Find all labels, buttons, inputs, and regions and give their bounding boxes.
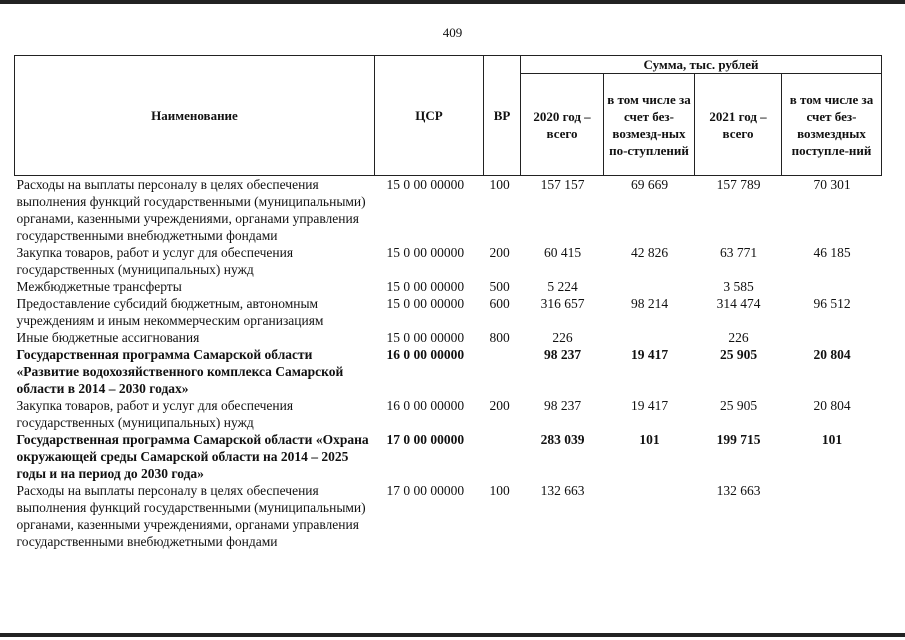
row-2021-total: 314 474	[716, 296, 761, 311]
table-row	[15, 346, 882, 397]
row-2021-free: 101	[821, 432, 843, 447]
row-vr: 800	[489, 330, 510, 345]
row-2021-total: 199 715	[716, 432, 761, 447]
row-2020-free: 42 826	[630, 245, 669, 260]
row-2020-total: 5 224	[547, 279, 578, 294]
row-vr: 600	[489, 296, 510, 311]
row-2021-free	[782, 278, 882, 295]
row-vr: 200	[489, 398, 510, 413]
row-2020-total: 226	[552, 330, 573, 345]
header-2020-total: 2020 год – всего	[521, 74, 604, 176]
row-2021-free	[782, 329, 882, 346]
row-2020-free	[604, 278, 695, 295]
header-name: Наименование	[15, 56, 375, 176]
row-2020-free: 101	[639, 432, 660, 447]
row-2021-free: 20 804	[813, 398, 851, 413]
header-csr: ЦСР	[375, 56, 484, 176]
row-vr: 500	[489, 279, 510, 294]
row-2020-total: 283 039	[540, 432, 585, 447]
row-2020-free	[604, 482, 695, 550]
row-2021-total: 25 905	[719, 398, 758, 413]
row-2021-free: 96 512	[813, 296, 851, 311]
table-row	[15, 431, 882, 482]
row-name: Иные бюджетные ассигнования	[16, 330, 200, 345]
row-csr: 15 0 00 00000	[386, 330, 465, 345]
row-2020-total: 98 237	[543, 398, 582, 413]
row-2020-total: 98 237	[543, 347, 582, 362]
row-2020-total: 60 415	[543, 245, 582, 260]
table-row	[15, 295, 882, 329]
budget-table	[14, 55, 882, 550]
row-vr: 100	[489, 177, 510, 192]
page-number: 409	[442, 25, 463, 40]
row-2020-free: 69 669	[630, 177, 669, 192]
row-csr: 16 0 00 00000	[386, 347, 465, 362]
row-name: Межбюджетные трансферты	[16, 279, 182, 294]
row-2020-free	[604, 329, 695, 346]
header-2021-total: 2021 год – всего	[695, 74, 782, 176]
row-csr: 15 0 00 00000	[386, 177, 465, 192]
row-name: Закупка товаров, работ и услуг для обеспечения государственных (муниципальных) нужд	[16, 245, 294, 277]
row-csr: 15 0 00 00000	[386, 245, 465, 260]
row-2021-total: 63 771	[719, 245, 758, 260]
row-2020-total: 132 663	[540, 483, 585, 498]
row-name: Закупка товаров, работ и услуг для обеспечения государственных (муниципальных) нужд	[16, 398, 294, 430]
row-2021-free	[782, 482, 882, 550]
row-vr: 100	[489, 483, 510, 498]
row-2021-total: 226	[728, 330, 749, 345]
row-2021-total: 157 789	[716, 177, 761, 192]
header-summa: Сумма, тыс. рублей	[521, 56, 882, 74]
table-row	[15, 176, 882, 245]
row-name: Государственная программа Самарской области «Охрана окружающей среды Самарской области на 2014 – 2025 годы и на период до 2030 года»	[16, 432, 369, 481]
row-2020-free: 98 214	[630, 296, 669, 311]
header-vr: ВР	[484, 56, 521, 176]
row-name: Государственная программа Самарской области «Развитие водохозяйственного комплекса Самарской области в 2014 – 2030 годах»	[16, 347, 344, 396]
row-2020-total: 157 157	[540, 177, 585, 192]
header-2020-free: в том числе за счет без-возмезд-ных по-ступлений	[604, 74, 695, 176]
row-vr	[484, 431, 521, 482]
row-name: Предоставление субсидий бюджетным, автономным учреждениям и иным некоммерческим организациям	[16, 296, 324, 328]
row-csr: 17 0 00 00000	[386, 483, 465, 498]
top-rule	[0, 0, 905, 4]
table-row	[15, 482, 882, 550]
table-row	[15, 244, 882, 278]
row-csr: 16 0 00 00000	[386, 398, 465, 413]
header-2021-free: в том числе за счет без-возмездных поступле-ний	[782, 74, 882, 176]
row-2020-free: 19 417	[630, 398, 669, 413]
row-2021-free: 20 804	[813, 347, 851, 362]
row-2020-total: 316 657	[540, 296, 585, 311]
row-2021-free: 46 185	[813, 245, 851, 260]
row-name: Расходы на выплаты персоналу в целях обеспечения выполнения функций государственными (муниципальными) органами, казенными учреждениями, органами управления государственными внебюджетными фондами	[16, 177, 366, 243]
row-vr	[484, 346, 521, 397]
table-header	[15, 56, 882, 176]
row-2021-free: 70 301	[813, 177, 851, 192]
row-2021-total: 3 585	[723, 279, 754, 294]
row-csr: 17 0 00 00000	[386, 432, 465, 447]
row-2020-free: 19 417	[630, 347, 669, 362]
row-vr: 200	[489, 245, 510, 260]
row-2021-total: 132 663	[716, 483, 761, 498]
row-2021-total: 25 905	[719, 347, 758, 362]
table-row	[15, 278, 882, 295]
budget-table-wrapper	[14, 55, 882, 550]
row-csr: 15 0 00 00000	[386, 279, 465, 294]
table-row	[15, 397, 882, 431]
row-csr: 15 0 00 00000	[386, 296, 465, 311]
table-body	[15, 176, 882, 551]
row-name: Расходы на выплаты персоналу в целях обеспечения выполнения функций государственными (муниципальными) органами, казенными учреждениями, органами управления государственными внебюджетными фондами	[16, 483, 366, 549]
bottom-rule	[0, 633, 905, 637]
table-row	[15, 329, 882, 346]
